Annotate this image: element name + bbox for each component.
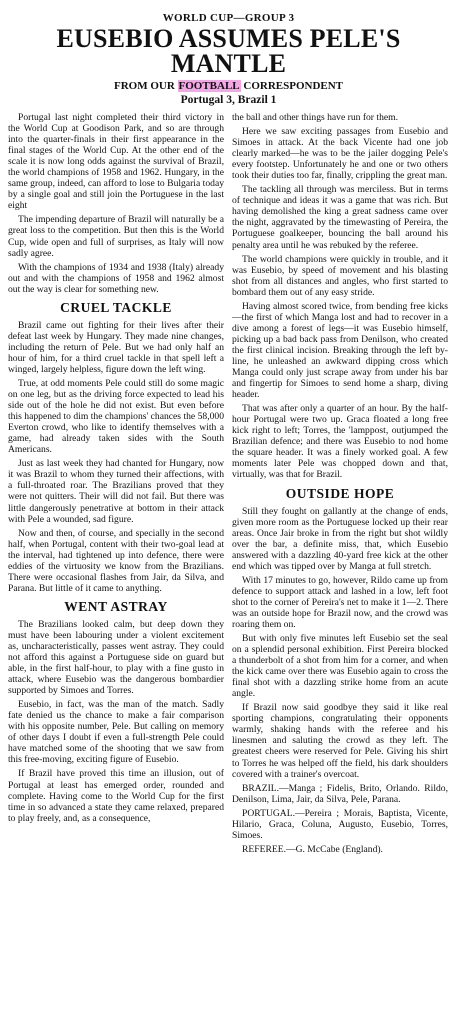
- paragraph: Brazil came out fighting for their lives after their defeat last week by Hungary. They made nine changes, including the return of Pele. But we had only half an hour of him, for a third cruel tackle in that spell left a winged, largely helpless, figure down the left wing.: [8, 319, 224, 375]
- lineup-label: BRAZIL: [242, 782, 277, 794]
- lineup-brazil: [232, 783, 448, 805]
- paragraph: That was after only a quarter of an hour. By the half-hour Portugal were two up. Graca floated a long free kick right to left; Torres, the 'lamppost, outjumped the Brazilian defence; and there was Eusebio to nod home the square header. It was a finely worked goal. A few moments later Pele was chopped down and that, virtually, was that for Brazil.: [232, 403, 448, 481]
- paragraph: But with only five minutes left Eusebio set the seal on a splendid personal exhibition. First Pereira blocked a thunderbolt of a shot from him for a corner, and when the kick came over there was Eusebio again to cross the final shot with a dazzling strike home from an acute angle.: [232, 633, 448, 700]
- headline: [8, 26, 449, 76]
- lineup-referee: [232, 844, 448, 855]
- section-kicker: WORLD CUP—GROUP 3: [162, 12, 295, 24]
- match-score: Portugal 3, Brazil 1: [180, 94, 277, 106]
- referee-name: .—G. McCabe (England).: [283, 843, 383, 855]
- lineup-label: REFEREE: [242, 843, 284, 855]
- paragraph: the ball and other things have run for them.: [232, 112, 398, 123]
- lineup-players: .—Pereira ; Morais, Baptista, Vicente, Hilario, Graca, Coluna, Augusto, Eusebio, Torres, Simoes.: [232, 807, 448, 841]
- column-right: [232, 112, 448, 858]
- column-left: [8, 112, 224, 827]
- paragraph: True, at odd moments Pele could still do some magic on one leg, but as the driving force expected to lead his side out of the hole he did not exist. But even before this happened to dim the champions' chances the 58,000 Everton crowd, who like to identify themselves with a game, had already taken sides with the South Americans.: [8, 377, 224, 456]
- byline-prefix: FROM OUR: [113, 80, 175, 92]
- subheading-cruel-tackle: CRUEL TACKLE: [60, 299, 172, 315]
- subheading-went-astray: WENT ASTRAY: [64, 598, 168, 614]
- paragraph: The Brazilians looked calm, but deep down they must have been labouring under a violent excitement as, uncharacteristically, passes went astray. They could not afford this against a Portuguese side on guard but able, in the first half-hour, to play with a fine gusto in attack, where Eusebio was the dangerous bombardier supported by Simoes and Torres.: [8, 618, 224, 697]
- paragraph: Now and then, of course, and specially in the second half, when Portugal, content with their two-goal lead at the interval, had tightened up into defence, there were eddies of the virtuosity we know from the Brazilians. There were occasional flashes from Jair, da Silva, and Parana. But little of it came to anything.: [8, 527, 224, 594]
- byline-highlight: FOOTBALL: [178, 80, 240, 92]
- paragraph: Still they fought on gallantly at the change of ends, given more room as the Portuguese locked up their rear areas. Once Jair broke in from the right but shot wildly over the bar, a definite miss, that, which Eusebio answered with a dazzling 40-yard free kick at the other end which was tipped over by Manga at full stretch.: [232, 505, 448, 572]
- paragraph: Eusebio, in fact, was the man of the match. Sadly fate denied us the chance to make a fair comparison with his opposite number, Pele. But calling on memory of other days I doubt if even a full-strength Pele could have matched some of the shooting that we saw from this free-moving, exciting figure of Eusebio.: [8, 699, 224, 766]
- paragraph: Just as last week they had chanted for Hungary, now it was Brazil to whom they turned their affections, with a full-throated roar. The Brazilians proved that they were not quitters. Their will did not fail. But there was little dangerously penetrative at bottom in their attack with Pele a wounded, sad figure.: [8, 458, 224, 525]
- headline-line-1: EUSEBIO ASSUMES PELE'S: [56, 24, 401, 53]
- lineup-players: .—Manga ; Fidelis, Brito, Orlando. Rildo, Denilson, Lima, Jair, da Silva, Pele, Parana.: [232, 782, 448, 805]
- paragraph: The impending departure of Brazil will naturally be a great loss to the competition. But then this is the World Cup, wide open and full of surprises, as Italy will now sadly agree.: [8, 214, 224, 259]
- paragraph: The world champions were quickly in trouble, and it was Eusebio, by speed of movement and his blasting shot from all distances and angles, who first started to bombard them out of any easy stride.: [232, 253, 448, 298]
- team-lineups: [232, 783, 448, 855]
- paragraph: Having almost scored twice, from bending free kicks—the first of which Manga lost and had to recover in a dive among a forest of legs—it was Eusebio himself, picking up a bad back pass from Denilson, who created the first clinical incision. Breaking through the left by-line, he unleashed an awkward dipping cross which Manga could only just scrape away from under his bar and fingertip for Simoes to send home a sharp, diving header.: [232, 300, 448, 401]
- headline-line-2: MANTLE: [170, 49, 287, 78]
- paragraph: Portugal last night completed their third victory in the World Cup at Goodison Park, and so are through into the quarter-finals in their first appearance in the final stages of the World Cup. At the other end of the scale it is now long odds against the survival of Brazil, the world champions of 1958 and 1962. Hungary, in the same group, indeed, can afford to lose to Bulgaria today by a single goal and still join the Portuguese in the last eight: [8, 112, 224, 212]
- byline: [8, 80, 449, 92]
- paragraph: If Brazil have proved this time an illusion, out of Portugal at least has emerged order, rounded and complete. Having come to the World Cup for the first time in so advanced a state they came relaxed, prepared to play freely, and, as a consequence,: [8, 768, 224, 824]
- subheading-outside-hope: OUTSIDE HOPE: [285, 485, 395, 501]
- paragraph: Here we saw exciting passages from Eusebio and Simoes in attack. At the back Vicente had one job clearly marked—he was to be the jailer dogging Pele's every footstep. Unfortunately he and one or two others took their duties too far, finally, crippling the great man.: [232, 126, 448, 182]
- paragraph: With the champions of 1934 and 1938 (Italy) already out and with the champions of 1958 and 1962 almost out the way is clear for something new.: [8, 261, 224, 295]
- lineup-portugal: [232, 808, 448, 841]
- lineup-label: PORTUGAL: [242, 807, 293, 819]
- paragraph: With 17 minutes to go, however, Rildo came up from defence to support attack and lashed in a low, left foot shot to the corner of Pereira's net to make it 1—2. There was an outside hope for Brazil now, and the crowd was roaring them on.: [232, 574, 448, 630]
- article-columns: [8, 112, 449, 858]
- paragraph: If Brazil now said goodbye they said it like real sporting champions, congratulating their opponents warmly, shaking hands with the referee and his linesmen and saluting the crowd as they left. The greatest cheers were reserved for Pele. Giving his shirt to Torres he was helped off the field, his dark shoulders covered with a trainer's overcoat.: [232, 702, 448, 780]
- byline-suffix: CORRESPONDENT: [243, 80, 344, 92]
- paragraph: The tackling all through was merciless. But in terms of technique and ideas it was a game that was rich. But having demolished the king a great sadness came over the night, aggravated by the timewasting of Pereira, the Portuguese goalkeeper, bouncing the ball around his penalty area until he was rebuked by the referee.: [232, 184, 448, 251]
